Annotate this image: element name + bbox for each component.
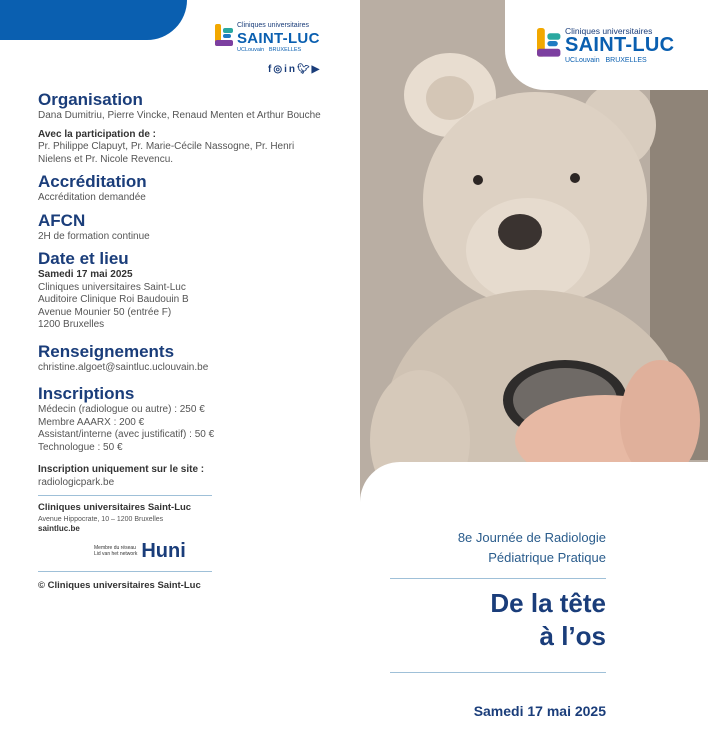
event-info-card — [360, 462, 708, 743]
event-subtitle — [458, 528, 606, 568]
inscription-site-label: Inscription uniquement sur le site : — [38, 464, 205, 475]
instagram-icon[interactable]: ◎ — [273, 64, 285, 75]
accreditation-text: Accréditation demandée — [38, 192, 146, 203]
youtube-icon[interactable]: ▶ — [311, 64, 322, 75]
date-lieu-line: Avenue Mounier 50 (entrée F) — [38, 306, 172, 318]
date-lieu-line: Cliniques universitaires Saint-Luc — [38, 281, 186, 293]
logo-mark-icon — [537, 28, 560, 57]
divider — [38, 495, 212, 496]
blue-corner-shape — [0, 0, 187, 40]
event-date: Samedi 17 mai 2025 — [473, 703, 606, 719]
huni-small-1: Membre du réseau — [94, 545, 136, 551]
footer-web[interactable]: saintluc.be — [38, 523, 80, 533]
logo-main-text: SAINT-LUC — [565, 34, 675, 56]
date-lieu-heading: Date et lieu — [38, 249, 129, 268]
logo-sub-left: UCLouvain — [565, 57, 600, 64]
accreditation-section — [38, 172, 328, 205]
inscription-site-link[interactable]: radiologicpark.be — [38, 476, 115, 488]
logo-sub-right: BRUXELLES — [268, 47, 302, 53]
date-lieu-section — [38, 249, 328, 332]
price-line: Assistant/interne (avec justificatif) : 50 € — [38, 429, 215, 440]
renseignements-heading: Renseignements — [38, 341, 175, 361]
social-icons — [268, 64, 321, 75]
organisation-names: Dana Dumitriu, Pierre Vincke, Renaud Menten et Arthur Bouche — [38, 110, 321, 121]
event-subtitle-line-1: 8e Journée de Radiologie — [457, 530, 606, 545]
logo-top-text: Cliniques universitaires — [565, 26, 653, 36]
linkedin-icon[interactable]: in — [284, 64, 297, 75]
footer-org: Cliniques universitaires Saint-Luc — [38, 502, 192, 513]
logo-top-text: Cliniques universitaires — [237, 22, 309, 29]
price-line: Technologue : 50 € — [38, 441, 123, 453]
logo-sub-text — [565, 57, 647, 64]
event-title — [490, 587, 606, 653]
huni-wordmark: Huni — [141, 539, 186, 562]
organisation-heading: Organisation — [38, 90, 143, 109]
inscriptions-heading: Inscriptions — [38, 384, 135, 403]
logo-sub-left: UCLouvain — [237, 47, 265, 53]
twitter-icon[interactable]: 🐦︎ — [296, 64, 312, 75]
event-title-line-2: à l’os — [539, 621, 606, 651]
logo-card — [505, 0, 708, 90]
logo-main-text: SAINT-LUC — [237, 30, 320, 47]
copyright: © Cliniques universitaires Saint-Luc — [38, 579, 201, 591]
renseignements-section — [38, 342, 328, 375]
afcn-text: 2H de formation continue — [38, 230, 150, 242]
event-title-line-1: De la tête — [490, 588, 606, 618]
afcn-section — [38, 211, 328, 244]
facebook-icon[interactable]: f — [268, 64, 274, 75]
participation-label: Avec la participation de : — [38, 128, 156, 140]
logo-sub-text — [237, 47, 301, 53]
price-line: Membre AAARX : 200 € — [38, 416, 145, 428]
right-panel — [360, 0, 708, 743]
date-lieu-line: Auditoire Clinique Roi Baudouin B — [38, 294, 189, 305]
event-subtitle-line-2: Pédiatrique Pratique — [488, 550, 606, 565]
huni-small-2: Lid van het network — [94, 551, 138, 557]
divider — [390, 672, 606, 673]
contact-email[interactable]: christine.algoet@saintluc.uclouvain.be — [38, 361, 209, 373]
date-lieu-date: Samedi 17 mai 2025 — [38, 269, 133, 280]
huni-logo — [94, 540, 328, 563]
footer-address: Avenue Hippocrate, 10 – 1200 Bruxelles — [38, 515, 164, 523]
divider — [390, 578, 606, 579]
divider — [38, 571, 212, 572]
logo-sub-right: BRUXELLES — [605, 57, 647, 64]
afcn-heading: AFCN — [38, 210, 86, 230]
left-content — [38, 90, 328, 592]
accreditation-heading: Accréditation — [38, 172, 147, 191]
organisation-section — [38, 90, 328, 166]
date-lieu-line: 1200 Bruxelles — [38, 319, 105, 330]
logo-mark-icon — [215, 24, 233, 46]
price-line: Médecin (radiologue ou autre) : 250 € — [38, 404, 205, 415]
inscriptions-section — [38, 384, 328, 489]
huni-network-label — [94, 545, 137, 557]
participants-text: Pr. Philippe Clapuyt, Pr. Marie-Cécile Nassogne, Pr. Henri Nielens et Pr. Nicole Revencu. — [38, 141, 295, 165]
